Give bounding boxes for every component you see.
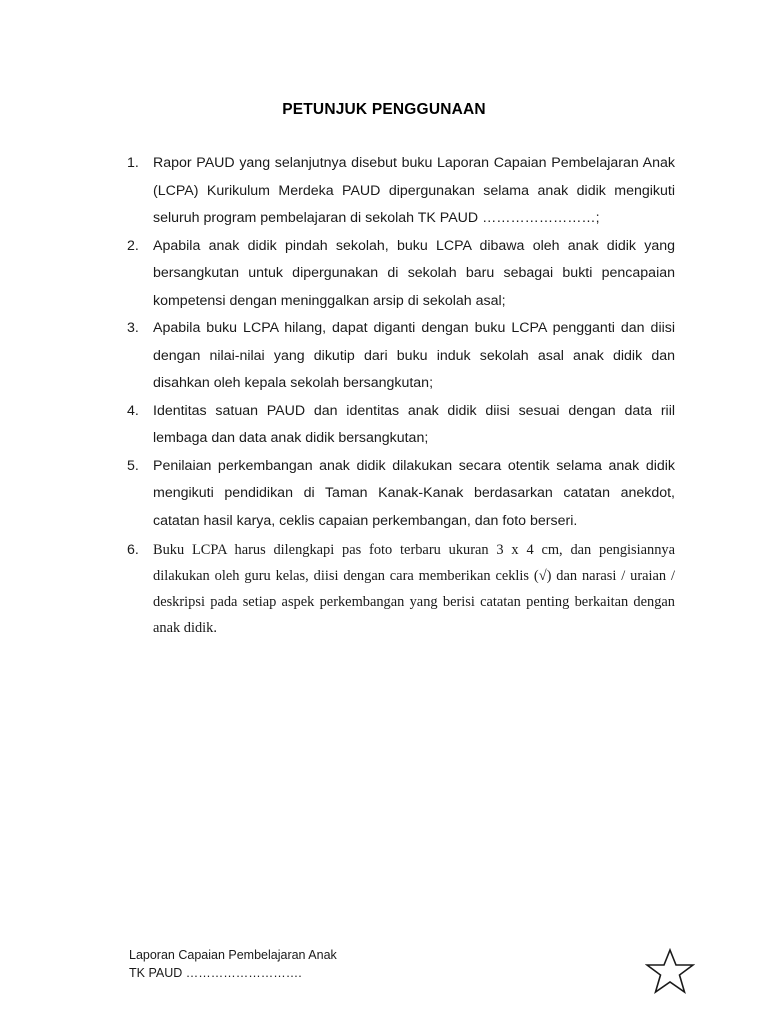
list-item-text: Apabila buku LCPA hilang, dapat diganti dengan buku LCPA pengganti dan diisi dengan nilai-nilai yang dikutip dari buku induk sekolah asal anak didik dan disahkan oleh kepala sekolah bersangkutan;	[153, 320, 675, 391]
page-title: PETUNJUK PENGGUNAAN	[282, 101, 486, 118]
list-item-text: Rapor PAUD yang selanjutnya disebut buku Laporan Capaian Pembelajaran Anak (LCPA) Kurikulum Merdeka PAUD dipergunakan selama anak didik mengikuti seluruh program pembelajaran di sekolah TK PAUD ……………………;	[153, 155, 675, 226]
list-item-number: 2.	[127, 237, 139, 254]
list-item-number: 3.	[127, 320, 139, 336]
list-item-text: Buku LCPA harus dilengkapi pas foto terbaru ukuran 3 x 4 cm, dan pengisiannya dilakukan oleh guru kelas, diisi dengan cara memberikan ceklis (√) dan narasi / uraian / deskripsi pada setiap aspek perkembangan yang berisi catatan penting berkaitan dengan anak didik.	[153, 542, 675, 636]
list-item	[127, 453, 675, 536]
list-item	[127, 233, 675, 316]
list-item-number: 1.	[127, 155, 139, 171]
list-item-number: 5.	[127, 457, 139, 474]
star-outline-icon	[645, 948, 695, 994]
page-footer	[129, 946, 337, 982]
list-item-text: Apabila anak didik pindah sekolah, buku LCPA dibawa oleh anak didik yang bersangkutan untuk dipergunakan di sekolah baru sebagai bukti pencapaian kompetensi dengan meninggalkan arsip di sekolah asal;	[153, 237, 675, 309]
list-item-number: 6.	[127, 542, 139, 558]
list-item	[127, 537, 675, 641]
list-item	[127, 398, 675, 453]
list-item-text: Identitas satuan PAUD dan identitas anak didik diisi sesuai dengan data riil lembaga dan data anak didik bersangkutan;	[153, 402, 675, 446]
list-item-text: Penilaian perkembangan anak didik dilakukan secara otentik selama anak didik mengikuti pendidikan di Taman Kanak-Kanak berdasarkan catatan anekdot, catatan hasil karya, ceklis capaian perkembangan, dan foto berseri.	[153, 457, 675, 529]
footer-line-1: Laporan Capaian Pembelajaran Anak	[129, 948, 337, 962]
instruction-list	[127, 150, 675, 641]
list-item-number: 4.	[127, 402, 139, 419]
list-item	[127, 150, 675, 233]
footer-line-2: TK PAUD ……………………….	[129, 966, 302, 980]
list-item	[127, 315, 675, 398]
